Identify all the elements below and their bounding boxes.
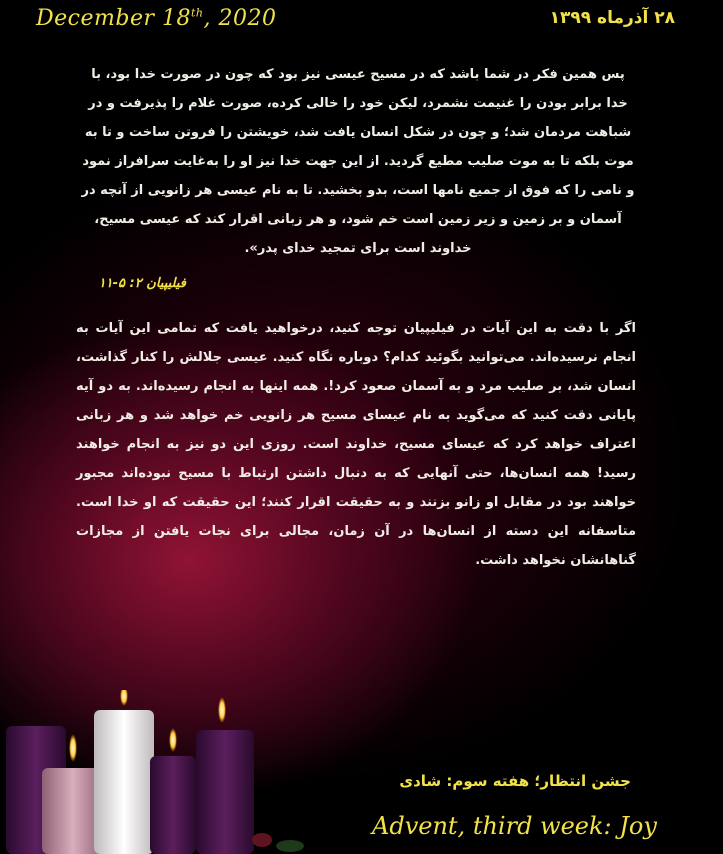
candle-purple-middle [150,756,196,854]
date-english [36,6,276,31]
scripture-reference: فیلیپیان ۲: ۵-۱۱ [98,276,186,291]
berry-decoration [252,833,272,847]
leaf-decoration [276,840,304,852]
candle-white [94,710,154,854]
date-persian: ۲۸ آذرماه ۱۳۹۹ [549,8,675,28]
candle-purple-right [196,730,254,854]
flame-pink [69,734,77,762]
flame-white [120,690,128,706]
advent-candles-illustration [0,690,330,854]
flame-middle [169,728,177,752]
commentary-paragraph: اگر با دقت به این آیات در فیلیپیان توجه کنید، درخواهید یافت که تمامی این آیات به انجام نرسیده‌اند. می‌توانید بگوئید کدام؟ دوباره نگاه کنید. عیسی جلالش را کنار گذاشت، انسان شد، بر صلیب مرد و به آسمان صعود کرد!. همه اینها به انجام رسیده‌اند. به دو آیه پایانی دقت کنید که می‌گوید به نام عیسای مسیح هر زانویی خم خواهد شد و هر زبانی اعتراف خواهد کرد که عیسای مسیح، خداوند است. روزی این دو نیز به انجام خواهند رسید! همه انسان‌ها، حتی آنهایی که به دنبال داشتن ارتباط با مسیح نبوده‌اند مجبور خواهند بود در مقابل او زانو بزنند و به حقیقت اقرار کنند؛ این حقیقت که او خدا است. متاسفانه این دسته از انسان‌ها در آن زمان، مجالی برای نجات یافتن از مجازات گناهانشان نخواهد داشت. [76,321,636,568]
footer-title-english: Advent, third week: Joy [372,812,657,840]
footer-title-persian: جشن انتظار؛ هفته سوم: شادی [399,772,631,790]
scripture-passage: پس همین فکر در شما باشد که در مسیح عیسی نیز بود که چون در صورت خدا بود، با خدا برابر بودن را غنیمت نشمرد، لیکن خود را خالی کرده، صورت غلام را پذیرفت و در شباهت مردمان شد؛ و چون در شکل انسان یافت شد، خویشتن را فروتن ساخت و تا به موت بلکه تا به موت صلیب مطیع گردید. از این جهت خدا نیز او را به‌غایت سرافراز نمود و نامی را که فوق از جمیع نامها است، بدو بخشید. تا به نام عیسی هر زانویی از آنچه در آسمان و بر زمین و زیر زمین است خم شود، و هر زبانی اقرار کند که عیسی مسیح، خداوند است برای تمجید خدای پدر». [81,67,635,256]
date-english-year: , 2020 [203,6,277,31]
flame-right [218,697,226,723]
date-english-suffix: th [190,6,204,20]
date-english-day: December 18 [36,6,191,31]
